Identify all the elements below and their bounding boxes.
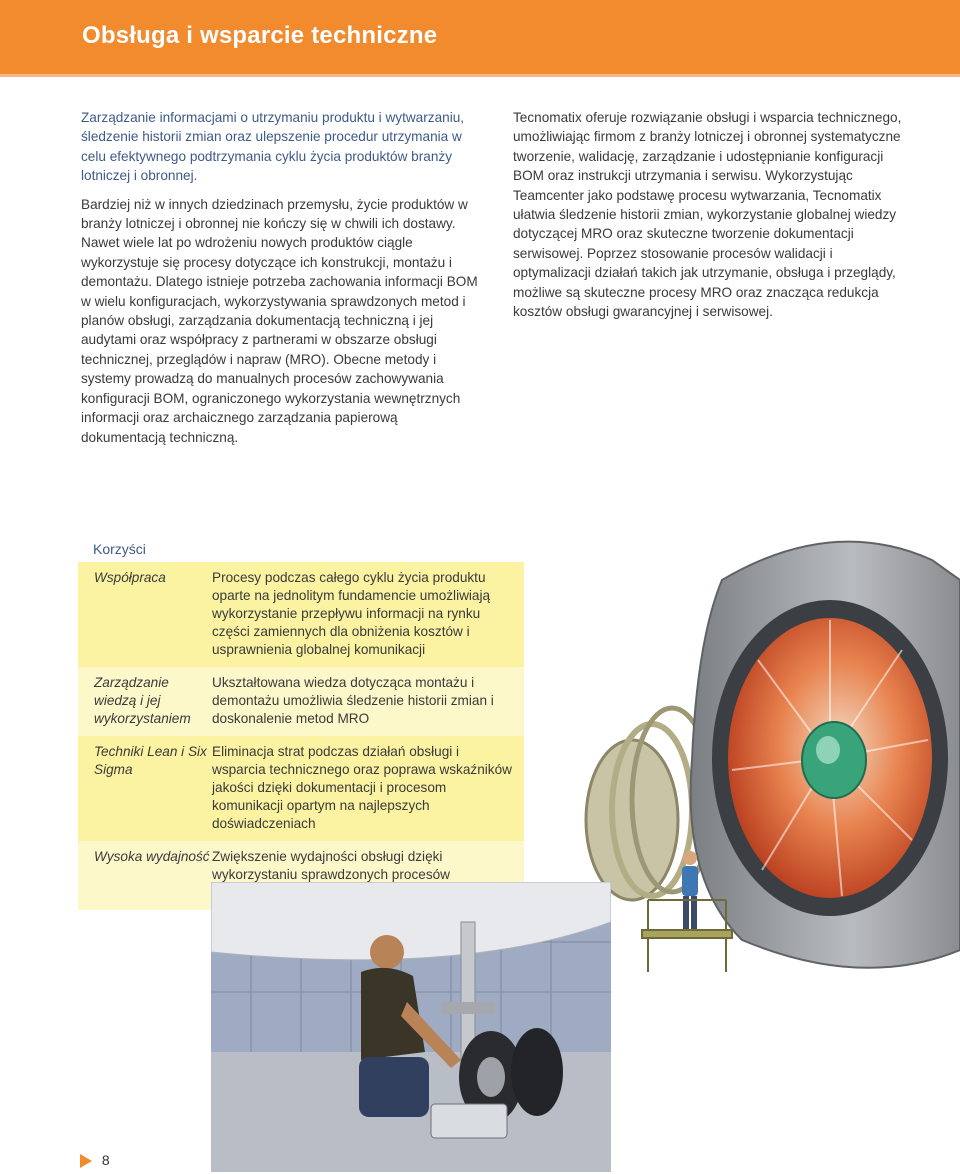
hangar-illustration <box>211 882 611 1172</box>
benefit-label: Techniki Lean i Six Sigma <box>94 744 207 777</box>
benefit-text: Ukształtowana wiedza dotycząca montażu i demontażu umożliwia śledzenie historii zmian i doskonalenie metod MRO <box>212 675 494 726</box>
benefit-text: Procesy podczas całego cyklu życia produktu oparte na jednolitym fundamencie umożliwiają wykorzystanie przepływu informacji na rynku części zamiennych dla obniżenia kosztów i usprawnienia globalnej komunikacji <box>212 570 491 657</box>
benefit-label: Zarządzanie wiedzą i jej wykorzystaniem <box>94 675 191 726</box>
toolbox-case <box>431 1104 507 1138</box>
page-footer <box>80 1152 110 1168</box>
body-paragraph: Bardziej niż w innych dziedzinach przemysłu, życie produktów w branży lotniczej i obronnej nie kończy się w chwili ich dostawy. Nawet wiele lat po wdrożeniu nowych produktów ciągle wykorzystuje się procesy dotyczące ich konstrukcji, montażu i demontażu. Dlatego istnieje potrzeba zachowania informacji BOM w wielu konfiguracjach, wykorzystywania sprawdzonych metod i planów obsługi, zarządzania dokumentacją techniczną i jej audytami oraz współpracy z partnerami w obszarze obsługi technicznej, przeglądów i napraw (MRO). Obecne metody i systemy prowadzą do manualnych procesów zachowywania konfiguracji BOM, ograniczonego wykorzystania wewnętrznych informacji oraz archaicznego zarządzania papierową dokumentacją techniczną. <box>81 196 478 445</box>
benefit-text: Zwiększenie wydajności obsługi dzięki wykorzystaniu sprawdzonych procesów <box>212 849 450 882</box>
benefit-label: Wysoka wydajność <box>94 849 210 864</box>
right-column <box>513 108 905 321</box>
benefits-table <box>78 562 524 910</box>
header-band <box>0 0 960 77</box>
benefit-row <box>78 736 524 841</box>
benefit-label: Współpraca <box>94 570 166 585</box>
left-column <box>81 108 481 447</box>
right-body-paragraph: Tecnomatix oferuje rozwiązanie obsługi i wsparcia technicznego, umożliwiając firmom z branży lotniczej i obronnej systematyczne tworzenie, walidację, zarządzanie i udostępnianie konfiguracji BOM oraz instrukcji utrzymania i serwisu. Wykorzystując Teamcenter jako podstawę procesu wytwarzania, Tecnomatix ułatwia śledzenie historii zmian, wykorzystanie globalnej wiedzy dotyczącej MRO oraz skuteczne tworzenie dokumentacji serwisowej. Poprzez stosowanie procesów walidacji i optymalizacji działań takich jak utrzymanie, obsługa i przeglądy, możliwe są skuteczne procesy MRO oraz znacząca redukcja kosztów obsługi gwarancyjnej i serwisowej. <box>513 110 902 320</box>
page-title: Obsługa i wsparcie techniczne <box>82 22 438 49</box>
page-number: 8 <box>101 1152 110 1168</box>
benefits-title: Korzyści <box>93 541 146 557</box>
benefit-text: Eliminacja strat podczas działań obsługi i wsparcia technicznego oraz poprawa wskaźników jakości dzięki dokumentacji i procesom komunikacji opartym na najlepszych doświadczeniach <box>212 744 512 831</box>
lead-paragraph: Zarządzanie informacjami o utrzymaniu produktu i wytwarzaniu, śledzenie historii zmian oraz ulepszenie procedur utrzymania w celu efektywnego podtrzymania cyklu życia produktów branży lotniczej i obronnej. <box>81 110 465 184</box>
benefit-row <box>78 562 524 667</box>
engine-illustration <box>572 520 960 980</box>
benefit-row <box>78 667 524 736</box>
play-arrow-icon <box>80 1154 92 1168</box>
